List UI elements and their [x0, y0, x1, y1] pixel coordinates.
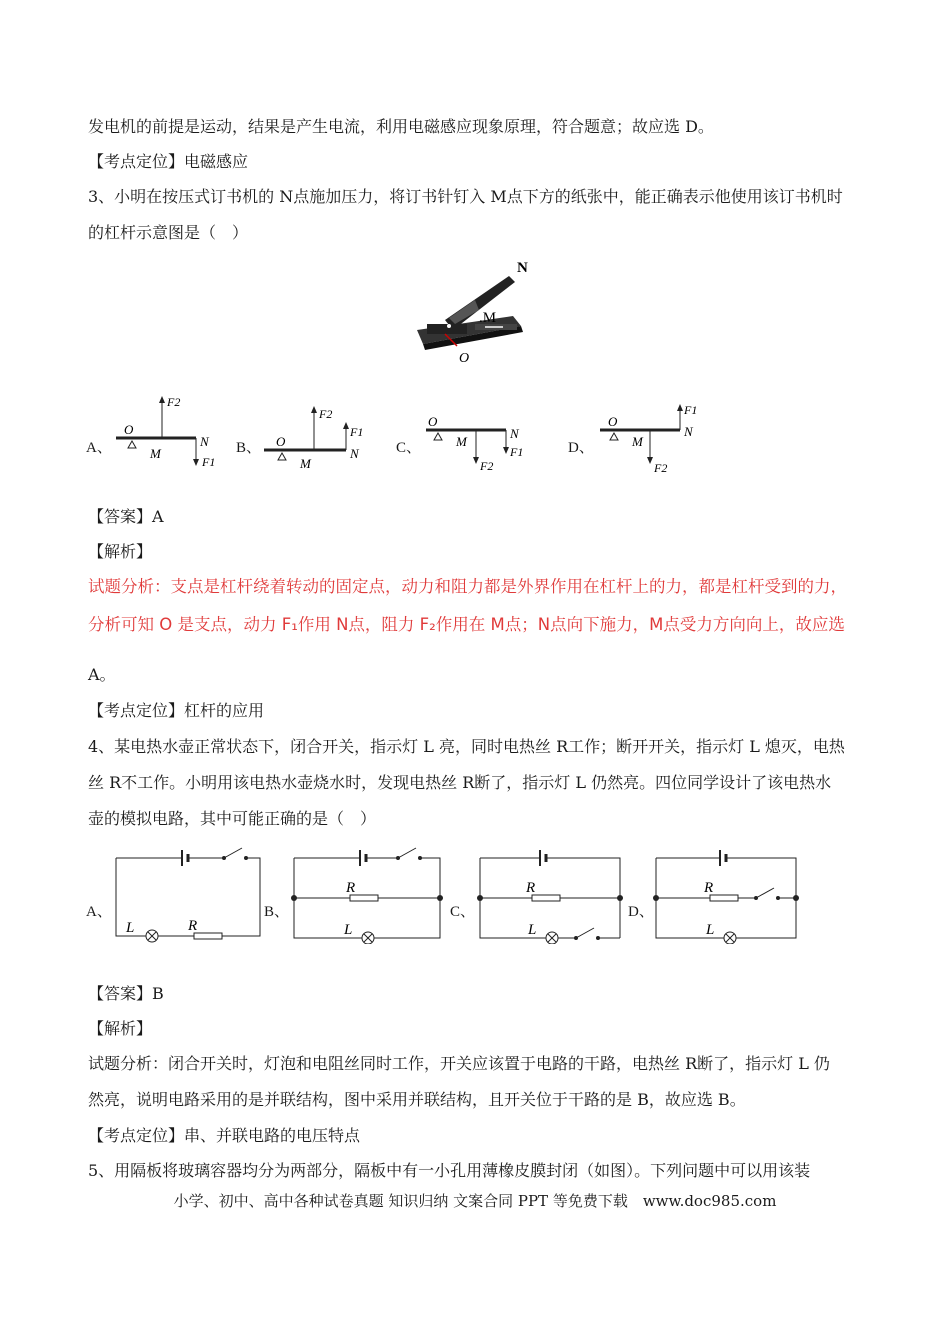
svg-text:F2: F2: [654, 461, 668, 475]
stapler-o-label: O: [459, 351, 470, 366]
circuit-option-b-label: B、: [264, 904, 290, 920]
stapler-m-label: .M: [479, 310, 497, 326]
circuit-option-c-label: C、: [450, 904, 476, 920]
svg-text:R: R: [346, 880, 356, 896]
option-d-label: D、: [568, 440, 594, 456]
lever-diagram-a: [110, 392, 230, 476]
analysis-3-heading: 【解析】: [88, 542, 153, 561]
answer-3: 【答案】A: [88, 507, 164, 526]
circuit-diagram-c: [476, 846, 628, 944]
page-footer: 小学、初中、高中各种试卷真题 知识归纳 文案合同 PPT 等免费下载 www.doc985.com: [173, 1192, 777, 1210]
svg-text:N: N: [510, 426, 519, 441]
svg-text:O: O: [608, 414, 618, 429]
svg-text:N: N: [350, 446, 359, 461]
option-b-label: B、: [236, 440, 262, 456]
question-4-cont-2: 壶的模拟电路，其中可能正确的是（ ）: [88, 809, 377, 828]
svg-text:F2: F2: [319, 407, 333, 421]
svg-text:F1: F1: [510, 445, 524, 459]
analysis-3-line-3: A。: [88, 665, 116, 684]
analysis-3-line-2: 分析可知 O 是支点，动力 F₁作用 N点，阻力 F₂作用在 M点；N点向下施力，M点受力方向向上，故应选: [88, 615, 845, 634]
svg-text:F1: F1: [684, 403, 698, 417]
svg-text:L: L: [344, 922, 353, 938]
circuit-option-a-label: A、: [86, 904, 112, 920]
svg-text:O: O: [276, 434, 286, 449]
topic-location-3: 【考点定位】杠杆的应用: [88, 701, 265, 720]
svg-text:F1: F1: [350, 425, 364, 439]
question-4: 4、某电热水壶正常状态下，闭合开关，指示灯 L 亮，同时电热丝 R工作；断开开关，指示灯 L 熄灭，电热: [88, 737, 845, 756]
topic-location-4: 【考点定位】串、并联电路的电压特点: [88, 1126, 361, 1145]
lever-diagram-d: [594, 400, 714, 476]
question-4-cont: 丝 R不工作。小明用该电热水壶烧水时，发现电热丝 R断了，指示灯 L 仍然亮。四位同学设计了该电热水: [88, 773, 832, 792]
answer-4: 【答案】B: [88, 984, 164, 1003]
svg-text:F1: F1: [202, 455, 216, 469]
svg-text:L: L: [706, 922, 715, 938]
option-a-label: A、: [86, 440, 112, 456]
svg-text:O: O: [428, 414, 438, 429]
svg-text:M: M: [300, 456, 311, 471]
circuit-option-d-label: D、: [628, 904, 654, 920]
topic-location: 【考点定位】电磁感应: [88, 152, 249, 171]
question-3: 3、小明在按压式订书机的 N点施加压力，将订书针钉入 M点下方的纸张中，能正确表示他使用该订书机时: [88, 187, 843, 206]
circuit-diagram-a: [112, 846, 266, 944]
circuit-diagram-b: [290, 846, 446, 944]
analysis-4-line-1: 试题分析：闭合开关时，灯泡和电阻丝同时工作，开关应该置于电路的干路，电热丝 R断了，指示灯 L 仍: [88, 1054, 830, 1073]
svg-text:F2: F2: [167, 395, 181, 409]
svg-text:F2: F2: [480, 459, 494, 473]
stapler-figure: [405, 258, 545, 370]
stapler-n-label: N: [517, 260, 528, 276]
svg-text:R: R: [526, 880, 536, 896]
lever-diagram-b: [258, 400, 378, 476]
analysis-4-heading: 【解析】: [88, 1019, 153, 1038]
svg-text:M: M: [632, 434, 643, 449]
svg-text:M: M: [150, 446, 161, 461]
text-line: 发电机的前提是运动，结果是产生电流，利用电磁感应现象原理，符合题意；故应选 D。: [88, 117, 714, 136]
svg-text:N: N: [684, 424, 693, 439]
svg-text:R: R: [188, 918, 198, 934]
svg-text:L: L: [126, 920, 135, 936]
circuit-diagram-d: [652, 846, 802, 944]
svg-text:M: M: [456, 434, 467, 449]
svg-text:L: L: [528, 922, 537, 938]
analysis-4-line-2: 然亮，说明电路采用的是并联结构，图中采用并联结构，且开关位于干路的是 B，故应选 B。: [88, 1090, 746, 1109]
question-3-cont: 的杠杆示意图是（ ）: [88, 223, 249, 242]
svg-text:N: N: [200, 434, 209, 449]
question-5: 5、用隔板将玻璃容器均分为两部分，隔板中有一小孔用薄橡皮膜封闭（如图）。下列问题中可以用该装: [88, 1161, 811, 1180]
option-c-label: C、: [396, 440, 422, 456]
analysis-3-line-1: 试题分析：支点是杠杆绕着转动的固定点，动力和阻力都是外界作用在杠杆上的力，都是杠杆受到的力，: [88, 577, 847, 596]
svg-text:O: O: [124, 422, 134, 437]
lever-diagram-c: [420, 410, 540, 476]
svg-text:R: R: [704, 880, 714, 896]
